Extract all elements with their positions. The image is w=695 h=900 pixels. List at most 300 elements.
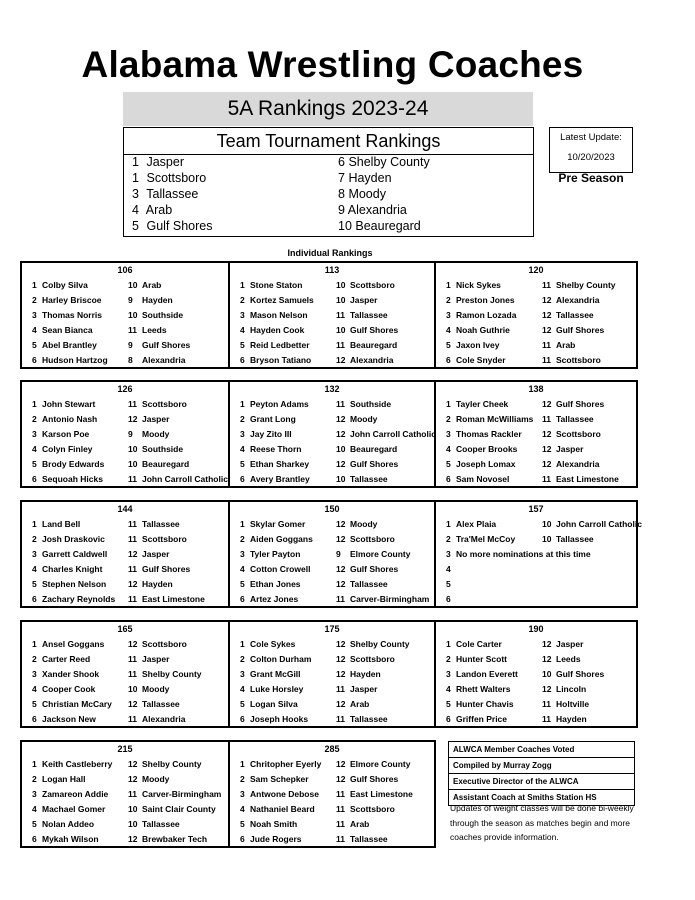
wrestler-school: Scottsboro <box>142 399 187 409</box>
wrestler-grade: 9 <box>128 429 133 439</box>
wrestler-row <box>436 697 636 712</box>
wrestler-rank: 3 <box>32 669 37 679</box>
wrestler-wrestler-name: Logan Silva <box>250 699 298 709</box>
latest-update-label: Latest Update: <box>560 132 622 143</box>
wrestler-school: Jasper <box>142 654 170 664</box>
wrestler-row <box>22 338 228 353</box>
wrestler-school: Leeds <box>556 654 581 664</box>
wrestler-rank: 1 <box>240 399 245 409</box>
wrestler-rank: 5 <box>32 699 37 709</box>
wrestler-rank: 2 <box>446 295 451 305</box>
wrestler-school: East Limestone <box>556 474 619 484</box>
wrestler-wrestler-name: Cotton Crowell <box>250 564 311 574</box>
wrestler-wrestler-name: Ansel Goggans <box>42 639 105 649</box>
wrestler-row <box>22 517 228 532</box>
wrestler-school: Moody <box>142 774 170 784</box>
wrestler-wrestler-name: Alex Plaia <box>456 519 497 529</box>
wrestler-row <box>436 682 636 697</box>
wrestler-wrestler-name: Sean Bianca <box>42 325 93 335</box>
wrestler-school: Tallassee <box>350 579 388 589</box>
wrestler-row <box>22 697 228 712</box>
wrestler-school: Brewbaker Tech <box>142 834 208 844</box>
wrestler-rank: 1 <box>446 639 451 649</box>
wrestler-row <box>436 637 636 652</box>
weight-class-heading: 157 <box>528 504 544 514</box>
wrestler-wrestler-name: Charles Knight <box>42 564 103 574</box>
wrestler-school: Arab <box>556 340 576 350</box>
wrestler-grade: 12 <box>542 684 552 694</box>
wrestler-grade: 12 <box>128 834 138 844</box>
wrestler-grade: 10 <box>336 474 346 484</box>
wrestler-row <box>22 442 228 457</box>
wrestler-row <box>22 547 228 562</box>
wrestler-school: Gulf Shores <box>556 669 605 679</box>
wrestler-rank: 4 <box>446 444 451 454</box>
weight-box <box>20 740 436 848</box>
wrestler-rank: 4 <box>446 325 451 335</box>
wrestler-grade: 12 <box>336 759 346 769</box>
wrestler-row <box>22 308 228 323</box>
wrestler-school: Gulf Shores <box>350 459 399 469</box>
weight-class-heading: 106 <box>117 265 133 275</box>
wrestler-grade: 11 <box>336 834 345 844</box>
wrestler-school: Scottsboro <box>350 804 395 814</box>
wrestler-grade: 10 <box>128 444 138 454</box>
rankings-subtitle: 5A Rankings 2023-24 <box>123 92 533 126</box>
wrestler-row <box>230 802 434 817</box>
wrestler-row <box>436 562 636 577</box>
weight-class-190 <box>434 622 636 726</box>
wrestler-rank: 2 <box>32 534 37 544</box>
wrestler-row <box>436 457 636 472</box>
wrestler-wrestler-name: Hayden Cook <box>250 325 305 335</box>
wrestler-grade: 12 <box>128 639 138 649</box>
wrestler-rank: 5 <box>446 340 451 350</box>
wrestler-wrestler-name: Xander Shook <box>42 669 100 679</box>
wrestler-wrestler-name: Noah Smith <box>250 819 298 829</box>
wrestler-school: Tallassee <box>350 834 388 844</box>
wrestler-school: Shelby County <box>350 639 410 649</box>
wrestler-grade: 12 <box>542 459 552 469</box>
wrestler-row <box>230 293 434 308</box>
wrestler-row <box>230 757 434 772</box>
wrestler-wrestler-name: Garrett Caldwell <box>42 549 108 559</box>
wrestler-grade: 12 <box>542 444 552 454</box>
wrestler-school: Tallassee <box>142 699 180 709</box>
wrestler-row <box>22 802 228 817</box>
team-rank-row: 6 Shelby County <box>338 155 430 169</box>
wrestler-wrestler-name: Roman McWilliams <box>456 414 534 424</box>
wrestler-rank: 6 <box>32 355 37 365</box>
wrestler-school: Alexandria <box>142 355 186 365</box>
wrestler-grade: 11 <box>542 414 551 424</box>
wrestler-grade: 11 <box>128 654 137 664</box>
wrestler-row <box>436 667 636 682</box>
wrestler-rank: 1 <box>32 639 37 649</box>
wrestler-rank: 5 <box>32 340 37 350</box>
wrestler-grade: 12 <box>336 669 346 679</box>
wrestler-rank: 5 <box>240 459 245 469</box>
wrestler-rank: 1 <box>32 399 37 409</box>
wrestler-row <box>22 757 228 772</box>
wrestler-wrestler-name: Thomas Norris <box>42 310 102 320</box>
wrestler-grade: 12 <box>542 310 552 320</box>
wrestler-wrestler-name: Hunter Scott <box>456 654 507 664</box>
wrestler-grade: 10 <box>128 459 138 469</box>
wrestler-school: Tallassee <box>142 819 180 829</box>
weight-class-165 <box>22 622 228 726</box>
wrestler-row <box>436 412 636 427</box>
wrestler-grade: 11 <box>128 474 137 484</box>
credits-line: Executive Director of the ALWCA <box>449 773 634 789</box>
weight-class-113 <box>228 263 434 367</box>
wrestler-wrestler-name: Colby Silva <box>42 280 88 290</box>
team-rankings-box <box>123 127 534 237</box>
wrestler-row <box>230 682 434 697</box>
wrestler-rank: 2 <box>240 534 245 544</box>
wrestler-rank: 6 <box>32 594 37 604</box>
wrestler-row <box>436 442 636 457</box>
wrestler-row <box>436 323 636 338</box>
wrestler-rank: 4 <box>240 684 245 694</box>
wrestler-rank: 4 <box>446 684 451 694</box>
wrestler-school: Southside <box>142 310 184 320</box>
weight-class-heading: 285 <box>324 744 340 754</box>
wrestler-row <box>230 442 434 457</box>
wrestler-school: Hayden <box>556 714 587 724</box>
wrestler-rank: 1 <box>446 399 451 409</box>
wrestler-school: East Limestone <box>350 789 413 799</box>
wrestler-grade: 11 <box>542 355 551 365</box>
wrestler-rank: 4 <box>32 804 37 814</box>
wrestler-school: Tallassee <box>350 310 388 320</box>
wrestler-rank: 6 <box>240 474 245 484</box>
wrestler-wrestler-name: Nathaniel Beard <box>250 804 315 814</box>
weight-class-285 <box>228 742 434 846</box>
wrestler-rank: 2 <box>240 414 245 424</box>
wrestler-wrestler-name: Abel Brantley <box>42 340 97 350</box>
wrestler-grade: 11 <box>336 594 345 604</box>
weight-class-heading: 150 <box>324 504 340 514</box>
wrestler-row <box>230 308 434 323</box>
wrestler-row <box>22 562 228 577</box>
wrestler-school: Shelby County <box>142 759 202 769</box>
wrestler-row <box>230 592 434 607</box>
credits-box <box>448 741 635 806</box>
wrestler-row <box>230 787 434 802</box>
wrestler-rank: 1 <box>240 519 245 529</box>
wrestler-row <box>230 278 434 293</box>
wrestler-school: Carver-Birmingham <box>142 789 222 799</box>
weight-class-144 <box>22 502 228 606</box>
wrestler-row <box>22 772 228 787</box>
wrestler-rank: 4 <box>446 564 451 574</box>
wrestler-school: Gulf Shores <box>350 325 399 335</box>
wrestler-rank: 6 <box>446 355 451 365</box>
wrestler-wrestler-name: Grant McGill <box>250 669 301 679</box>
wrestler-school: Elmore County <box>350 759 411 769</box>
wrestler-grade: 10 <box>128 280 138 290</box>
wrestler-wrestler-name: Chritopher Eyerly <box>250 759 322 769</box>
wrestler-wrestler-name: Reid Ledbetter <box>250 340 310 350</box>
wrestler-rank: 6 <box>32 834 37 844</box>
wrestler-wrestler-name: Artez Jones <box>250 594 299 604</box>
wrestler-rank: 1 <box>32 280 37 290</box>
wrestler-rank: 2 <box>240 774 245 784</box>
wrestler-grade: 12 <box>336 355 346 365</box>
weight-class-heading: 126 <box>117 384 133 394</box>
wrestler-wrestler-name: Tayler Cheek <box>456 399 509 409</box>
wrestler-grade: 10 <box>542 519 552 529</box>
team-rankings-heading: Team Tournament Rankings <box>124 128 533 155</box>
wrestler-rank: 2 <box>32 295 37 305</box>
team-rank-row: 5 Gulf Shores <box>132 219 213 233</box>
wrestler-school: Jasper <box>350 295 378 305</box>
wrestler-rank: 6 <box>32 714 37 724</box>
wrestler-row <box>230 397 434 412</box>
wrestler-grade: 11 <box>128 399 137 409</box>
wrestler-grade: 12 <box>336 699 346 709</box>
team-rank-row: 10 Beauregard <box>338 219 421 233</box>
wrestler-grade: 12 <box>542 639 552 649</box>
wrestler-wrestler-name: Noah Guthrie <box>456 325 510 335</box>
wrestler-row <box>22 532 228 547</box>
wrestler-school: Moody <box>142 429 170 439</box>
wrestler-rank: 3 <box>446 549 451 559</box>
wrestler-grade: 11 <box>336 310 345 320</box>
wrestler-rank: 4 <box>32 564 37 574</box>
weight-class-heading: 120 <box>528 265 544 275</box>
wrestler-wrestler-name: Grant Long <box>250 414 296 424</box>
wrestler-row <box>230 637 434 652</box>
wrestler-school: Scottsboro <box>142 639 187 649</box>
team-rankings-right-column <box>338 154 430 234</box>
wrestler-grade: 12 <box>336 639 346 649</box>
wrestler-grade: 11 <box>542 474 551 484</box>
wrestler-school: Shelby County <box>142 669 202 679</box>
wrestler-wrestler-name: Tyler Payton <box>250 549 301 559</box>
wrestler-grade: 10 <box>336 295 346 305</box>
wrestler-rank: 1 <box>446 280 451 290</box>
wrestler-school: Alexandria <box>556 459 600 469</box>
wrestler-wrestler-name: Reese Thorn <box>250 444 302 454</box>
credits-line: Compiled by Murray Zogg <box>449 757 634 773</box>
wrestler-grade: 11 <box>128 564 137 574</box>
wrestler-rank: 3 <box>240 789 245 799</box>
wrestler-rank: 5 <box>32 459 37 469</box>
wrestler-grade: 12 <box>336 519 346 529</box>
wrestler-wrestler-name: Cole Snyder <box>456 355 506 365</box>
wrestler-school: John Carroll Catholic <box>142 474 228 484</box>
wrestler-rank: 1 <box>446 519 451 529</box>
wrestler-school: Hayden <box>350 669 381 679</box>
wrestler-rank: 6 <box>240 714 245 724</box>
wrestler-grade: 12 <box>128 579 138 589</box>
wrestler-school: Arab <box>350 699 370 709</box>
wrestler-wrestler-name: Zamareon Addie <box>42 789 109 799</box>
wrestler-rank: 2 <box>240 654 245 664</box>
wrestler-row <box>22 787 228 802</box>
weight-box <box>20 261 638 369</box>
wrestler-rank: 4 <box>240 564 245 574</box>
latest-update-box <box>549 127 633 173</box>
wrestler-row <box>230 712 434 727</box>
wrestler-row <box>230 547 434 562</box>
wrestler-wrestler-name: Colton Durham <box>250 654 312 664</box>
wrestler-rank: 5 <box>446 699 451 709</box>
wrestler-rank: 4 <box>240 325 245 335</box>
wrestler-row <box>230 577 434 592</box>
credits-line: Assistant Coach at Smiths Station HS <box>449 789 634 805</box>
wrestler-rank: 3 <box>32 789 37 799</box>
team-rank-row: 3 Tallassee <box>132 187 199 201</box>
wrestler-wrestler-name: Carter Reed <box>42 654 91 664</box>
update-note-line: Updates of weight classes will be done bi-weekly <box>450 803 634 813</box>
wrestler-rank: 4 <box>240 804 245 814</box>
wrestler-rank: 3 <box>32 549 37 559</box>
wrestler-school: Tallassee <box>142 519 180 529</box>
wrestler-rank: 6 <box>32 474 37 484</box>
wrestler-row <box>230 772 434 787</box>
wrestler-row <box>436 472 636 487</box>
wrestler-wrestler-name: Avery Brantley <box>250 474 310 484</box>
wrestler-grade: 11 <box>336 684 345 694</box>
wrestler-school: Arab <box>350 819 370 829</box>
wrestler-row <box>436 293 636 308</box>
wrestler-rank: 5 <box>240 579 245 589</box>
wrestler-rank: 1 <box>32 519 37 529</box>
wrestler-school: Shelby County <box>556 280 616 290</box>
wrestler-rank: 5 <box>240 819 245 829</box>
weight-class-heading: 165 <box>117 624 133 634</box>
wrestler-grade: 9 <box>128 340 133 350</box>
wrestler-grade: 8 <box>128 355 133 365</box>
team-rank-row: 7 Hayden <box>338 171 392 185</box>
wrestler-school: Tallassee <box>350 714 388 724</box>
wrestler-rank: 3 <box>446 669 451 679</box>
weight-class-heading: 144 <box>117 504 133 514</box>
wrestler-wrestler-name: Antonio Nash <box>42 414 98 424</box>
wrestler-grade: 12 <box>542 325 552 335</box>
wrestler-grade: 11 <box>542 714 551 724</box>
wrestler-school: Gulf Shores <box>350 774 399 784</box>
wrestler-grade: 10 <box>336 325 346 335</box>
wrestler-wrestler-name: Josh Draskovic <box>42 534 105 544</box>
wrestler-grade: 11 <box>128 519 137 529</box>
update-note-line: through the season as matches begin and more <box>450 817 631 828</box>
wrestler-row <box>22 712 228 727</box>
wrestler-grade: 10 <box>128 684 138 694</box>
wrestler-wrestler-name: Stone Staton <box>250 280 303 290</box>
wrestler-rank: 3 <box>32 429 37 439</box>
wrestler-rank: 2 <box>446 414 451 424</box>
wrestler-row <box>22 427 228 442</box>
weight-class-heading: 190 <box>528 624 544 634</box>
wrestler-row <box>230 817 434 832</box>
wrestler-wrestler-name: No more nominations at this time <box>456 549 591 559</box>
wrestler-row <box>436 577 636 592</box>
wrestler-wrestler-name: Luke Horsley <box>250 684 304 694</box>
wrestler-school: Scottsboro <box>556 355 601 365</box>
wrestler-row <box>22 652 228 667</box>
wrestler-rank: 4 <box>32 684 37 694</box>
wrestler-rank: 6 <box>240 594 245 604</box>
wrestler-wrestler-name: John Stewart <box>42 399 96 409</box>
weight-class-138 <box>434 382 636 486</box>
wrestler-grade: 12 <box>336 774 346 784</box>
wrestler-wrestler-name: Christian McCary <box>42 699 112 709</box>
wrestler-row <box>436 652 636 667</box>
wrestler-wrestler-name: Hunter Chavis <box>456 699 514 709</box>
wrestler-wrestler-name: Harley Briscoe <box>42 295 102 305</box>
wrestler-grade: 12 <box>542 399 552 409</box>
wrestler-row <box>230 412 434 427</box>
wrestler-wrestler-name: Tra'Mel McCoy <box>456 534 516 544</box>
wrestler-row <box>22 278 228 293</box>
wrestler-rank: 1 <box>240 639 245 649</box>
team-rank-row: 8 Moody <box>338 187 386 201</box>
wrestler-school: Jasper <box>142 414 170 424</box>
wrestler-row <box>230 652 434 667</box>
wrestler-grade: 12 <box>128 759 138 769</box>
wrestler-grade: 11 <box>128 594 137 604</box>
update-note <box>450 801 650 845</box>
wrestler-wrestler-name: Nick Sykes <box>456 280 501 290</box>
wrestler-rank: 3 <box>240 669 245 679</box>
wrestler-school: Beauregard <box>350 444 398 454</box>
wrestler-grade: 11 <box>336 399 345 409</box>
wrestler-grade: 10 <box>542 669 552 679</box>
wrestler-wrestler-name: Machael Gomer <box>42 804 106 814</box>
wrestler-school: Gulf Shores <box>556 325 605 335</box>
wrestler-rank: 3 <box>446 429 451 439</box>
wrestler-grade: 11 <box>128 325 137 335</box>
wrestler-rank: 5 <box>240 699 245 709</box>
weight-class-heading: 215 <box>117 744 133 754</box>
wrestler-wrestler-name: Stephen Nelson <box>42 579 107 589</box>
wrestler-school: Gulf Shores <box>142 564 191 574</box>
wrestler-wrestler-name: Zachary Reynolds <box>42 594 116 604</box>
wrestler-row <box>22 832 228 847</box>
team-rank-row: 9 Alexandria <box>338 203 407 217</box>
wrestler-school: Scottsboro <box>556 429 601 439</box>
wrestler-row <box>436 397 636 412</box>
wrestler-grade: 9 <box>128 295 133 305</box>
wrestler-school: Tallassee <box>556 534 594 544</box>
wrestler-row <box>230 562 434 577</box>
wrestler-rank: 5 <box>240 340 245 350</box>
wrestler-school: Elmore County <box>350 549 411 559</box>
wrestler-rank: 4 <box>32 444 37 454</box>
wrestler-row <box>22 397 228 412</box>
wrestler-grade: 12 <box>128 699 138 709</box>
wrestler-row <box>436 592 636 607</box>
wrestler-row <box>230 532 434 547</box>
wrestler-rank: 2 <box>446 534 451 544</box>
weight-class-150 <box>228 502 434 606</box>
wrestler-school: Leeds <box>142 325 167 335</box>
page-title: Alabama Wrestling Coaches <box>81 44 584 85</box>
wrestler-grade: 12 <box>336 654 346 664</box>
wrestler-rank: 1 <box>32 759 37 769</box>
wrestler-grade: 10 <box>128 310 138 320</box>
wrestler-wrestler-name: Sequoah Hicks <box>42 474 103 484</box>
wrestler-grade: 12 <box>542 295 552 305</box>
wrestler-school: Alexandria <box>350 355 394 365</box>
wrestler-school: East Limestone <box>142 594 205 604</box>
wrestler-school: Arab <box>142 280 162 290</box>
weight-class-heading: 132 <box>324 384 340 394</box>
